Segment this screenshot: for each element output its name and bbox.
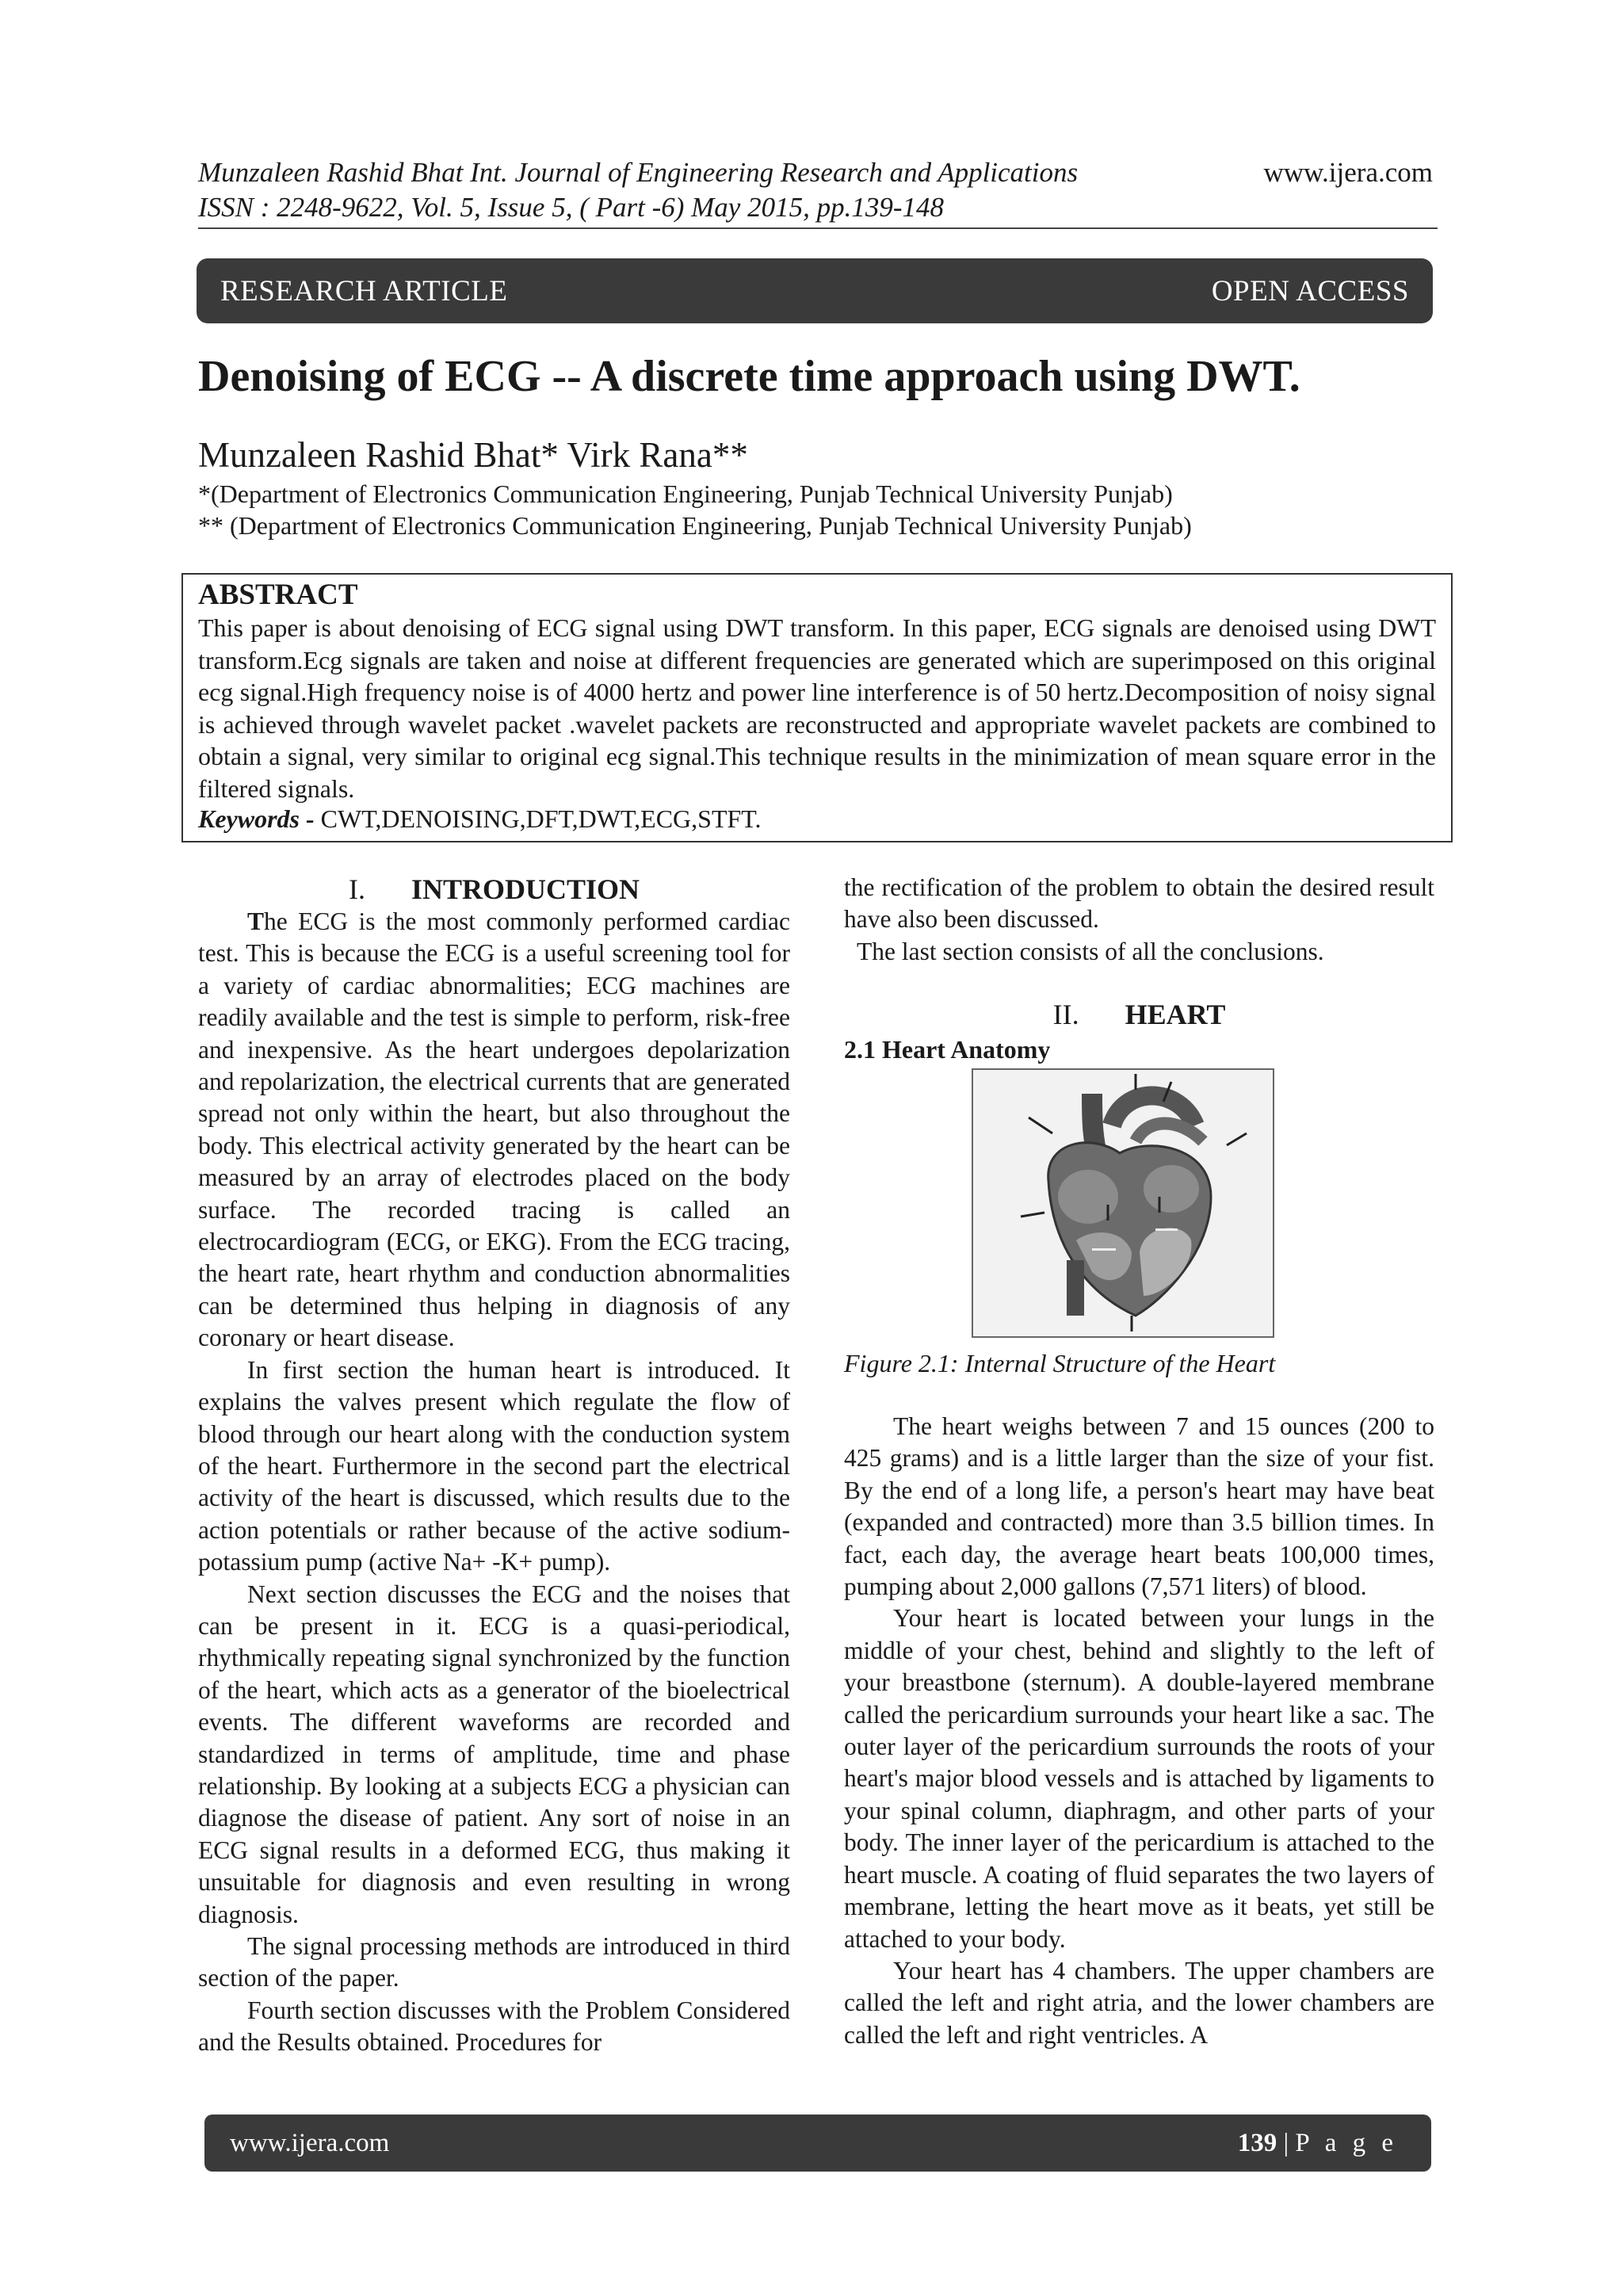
heart-paragraph-3: Your heart has 4 chambers. The upper chambers are called the left and right atria, and the lower chambers are called the left and right ventricles. A bbox=[844, 1956, 1434, 2049]
footer-url: www.ijera.com bbox=[230, 2128, 390, 2157]
header-url: www.ijera.com bbox=[1263, 157, 1433, 188]
intro-paragraph-1 bbox=[198, 906, 790, 1354]
open-access-label: OPEN ACCESS bbox=[1211, 274, 1409, 308]
section-1-heading bbox=[198, 872, 790, 907]
section-1-title: INTRODUCTION bbox=[411, 873, 640, 905]
section-1-number: I. bbox=[348, 873, 365, 905]
intro-paragraph-2: In first section the human heart is introduced. It explains the valves present which regulate the flow of blood through our heart along with the conduction system of the heart. Furthermore in the second part the electrical activity of the heart is discussed, which results due to the action potentials or rather because of the active sodium-potassium pump (active Na+ -K+ pump). bbox=[198, 1355, 790, 1576]
page-footer bbox=[204, 2115, 1431, 2172]
subsection-2-1-heading: 2.1 Heart Anatomy bbox=[844, 1035, 1051, 1064]
journal-header: Munzaleen Rashid Bhat Int. Journal of Engineering Research and Applications bbox=[198, 157, 1079, 188]
abstract-text: This paper is about denoising of ECG signal using DWT transform. In this paper, ECG signals are denoised using DWT transform.Ecg signals are taken and noise at different frequencies are generated which are superimposed on this original ecg signal.High frequency noise is of 4000 hertz and power line interference is of 50 hertz.Decomposition of noisy signal is achieved through wavelet packet .wavelet packets are reconstructed and appropriate wavelet packets are combined to obtain a signal, very similar to original ecg signal.This technique results in the minimization of mean square error in the filtered signals. bbox=[198, 613, 1436, 803]
keywords-label: Keywords - bbox=[198, 804, 315, 833]
research-article-label: RESEARCH ARTICLE bbox=[220, 274, 508, 308]
intro-paragraph-7: The last section consists of all the conclusions. bbox=[857, 937, 1324, 965]
paper-title: Denoising of ECG -- A discrete time approach using DWT. bbox=[198, 352, 1300, 401]
heart-paragraph-2: Your heart is located between your lungs in the middle of your chest, behind and slightly to the left of your breastbone (sternum). A double-layered membrane called the pericardium surrounds your heart like a sac. The outer layer of the pericardium surrounds the roots of your heart's major blood vessels and is attached by ligaments to your spinal column, diaphragm, and other parts of your body. The inner layer of the pericardium is attached to the heart muscle. A coating of fluid separates the two layers of membrane, letting the heart move as it beats, yet still be attached to your body. bbox=[844, 1604, 1434, 1953]
intro-paragraph-4: The signal processing methods are introduced in third section of the paper. bbox=[198, 1932, 790, 1992]
intro-initial-letter: T bbox=[247, 907, 265, 935]
keywords-list: CWT,DENOISING,DFT,DWT,ECG,STFT. bbox=[320, 804, 762, 833]
page-word: P a g e bbox=[1295, 2128, 1398, 2157]
intro-paragraph-5: Fourth section discusses with the Problem Considered and the Results obtained. Procedures for bbox=[198, 1996, 790, 2057]
left-column bbox=[198, 906, 790, 2059]
authors: Munzaleen Rashid Bhat* Virk Rana** bbox=[198, 435, 748, 475]
affiliation-1: *(Department of Electronics Communication Engineering, Punjab Technical University Punjab) bbox=[198, 479, 1173, 508]
section-2-number: II. bbox=[1052, 999, 1079, 1030]
heart-diagram-image bbox=[973, 1070, 1273, 1336]
page-number: 139 bbox=[1237, 2128, 1277, 2157]
heart-anatomy-figure bbox=[972, 1068, 1274, 1338]
intro-paragraph-3: Next section discusses the ECG and the noises that can be present in it. ECG is a quasi-periodical, rhythmically repeating signal synchronized by the function of the heart, which acts as a generator of the bioelectrical events. The different waveforms are recorded and standardized in terms of amplitude, time and phase relationship. By looking at a subjects ECG a physician can diagnose the disease of patient. Any sort of noise in an ECG signal results in a deformed ECG, thus making it unsuitable for diagnosis and even resulting in wrong diagnosis. bbox=[198, 1580, 790, 1928]
page-indicator bbox=[1238, 2129, 1398, 2158]
section-2-title: HEART bbox=[1125, 999, 1226, 1030]
article-type-banner bbox=[197, 258, 1433, 323]
affiliation-2: ** (Department of Electronics Communication Engineering, Punjab Technical University Punjab) bbox=[198, 511, 1192, 540]
section-2-heading bbox=[844, 997, 1434, 1032]
right-column-top bbox=[844, 872, 1434, 968]
figure-caption: Figure 2.1: Internal Structure of the Heart bbox=[844, 1349, 1276, 1377]
keywords-line bbox=[198, 803, 761, 835]
abstract-heading: ABSTRACT bbox=[198, 579, 358, 611]
intro-paragraph-6: the rectification of the problem to obtain the desired result have also been discussed. bbox=[844, 873, 1434, 934]
intro-paragraph-1-text: he ECG is the most commonly performed cardiac test. This is because the ECG is a useful screening tool for a variety of cardiac abnormalities; ECG machines are readily available and the test is simple to perform, risk-free and inexpensive. As the heart undergoes depolarization and repolarization, the electrical currents that are generated spread not only within the heart, but also throughout the body. This electrical activity generated by the heart can be measured by an array of electrodes placed on the body surface. The recorded tracing is called an electrocardiogram (ECG, or EKG). From the ECG tracing, the heart rate, heart rhythm and conduction abnormalities can be determined thus helping in diagnosis of any coronary or heart disease. bbox=[198, 907, 790, 1352]
header-rule bbox=[198, 227, 1438, 229]
page-separator: | bbox=[1277, 2128, 1296, 2157]
right-column-body bbox=[844, 1411, 1434, 2051]
issn-line: ISSN : 2248-9622, Vol. 5, Issue 5, ( Part -6) May 2015, pp.139-148 bbox=[198, 192, 945, 223]
heart-paragraph-1: The heart weighs between 7 and 15 ounces (200 to 425 grams) and is a little larger than the size of your fist. By the end of a long life, a person's heart may have beat (expanded and contracted) more than 3.5 billion times. In fact, each day, the average heart beats 100,000 times, pumping about 2,000 gallons (7,571 liters) of blood. bbox=[844, 1412, 1434, 1601]
